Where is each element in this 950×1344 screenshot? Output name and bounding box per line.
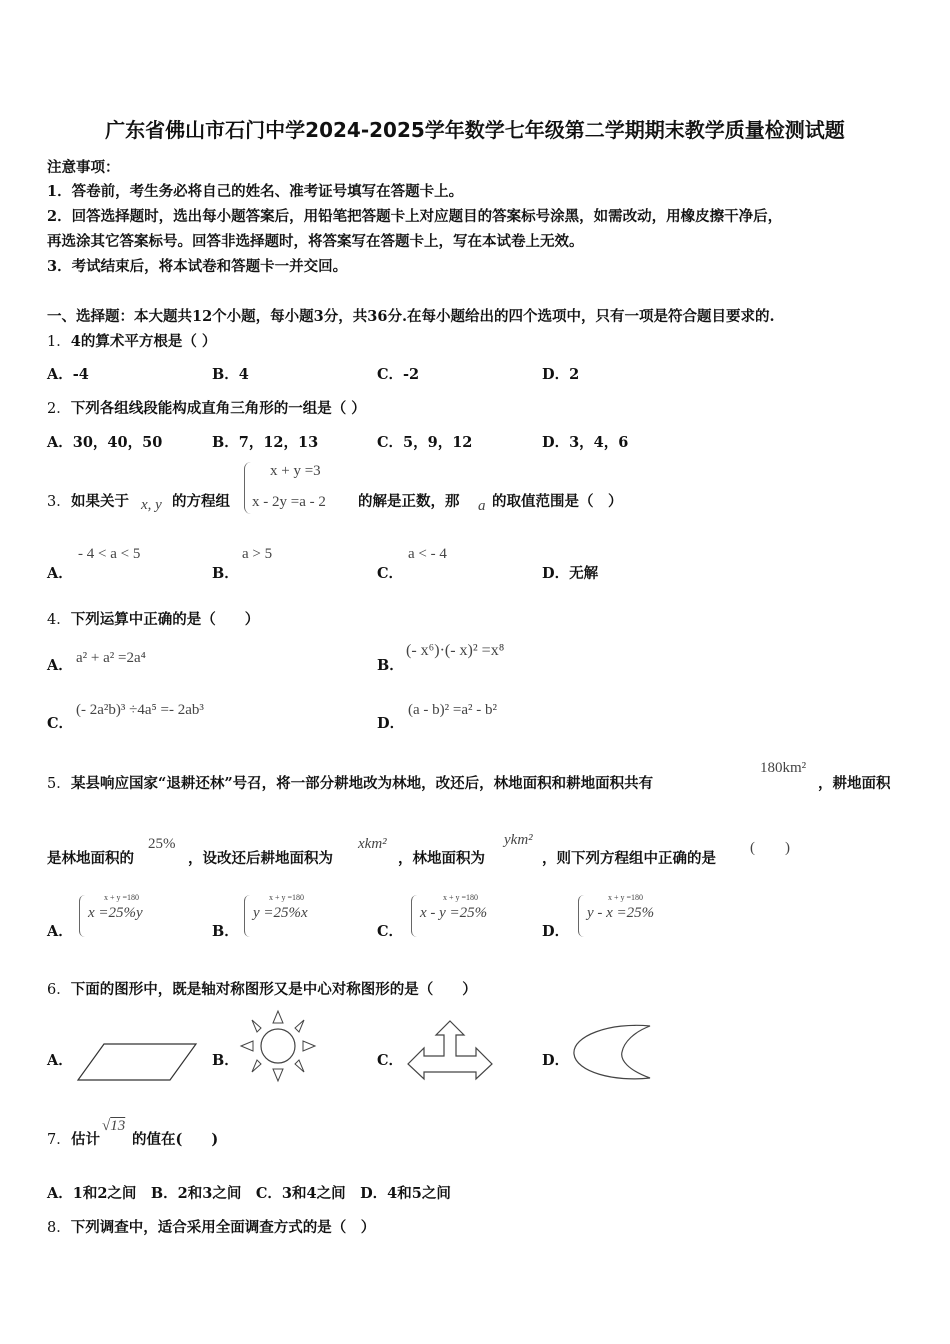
q5-option-c-expr: x - y =25% <box>420 905 488 921</box>
q4-option-c[interactable]: C． <box>47 715 74 732</box>
q6-option-b[interactable]: B． <box>212 1052 239 1069</box>
q2-option-a[interactable]: A．30，40，50 <box>47 434 163 451</box>
question-stem: 下列运算中正确的是（ ） <box>70 611 260 628</box>
q3-option-d[interactable]: D．无解 <box>542 565 599 582</box>
system-brace <box>578 895 584 937</box>
question-number: 1． <box>47 334 71 350</box>
q3-equation-2: x - 2y =a - 2 <box>252 494 326 510</box>
q3-option-c-expr: a < - 4 <box>408 546 447 562</box>
question-number: 5． <box>47 776 71 792</box>
q5-total: 180km² <box>760 760 807 776</box>
question-4 <box>47 608 259 629</box>
section-heading: 一、选择题：本大题共12个小题，每小题3分，共36分.在每小题给出的四个选项中，只有一项是符合题目要求的. <box>47 308 775 325</box>
q5-option-d[interactable]: D． <box>542 923 570 940</box>
system-brace <box>411 895 417 937</box>
q4-option-b-expr: (- x⁶)·(- x)² =x⁸ <box>406 642 505 659</box>
page-title: 广东省佛山市石门中学2024-2025学年数学七年级第二学期期末教学质量检测试题 <box>105 118 845 142</box>
q4-option-d[interactable]: D． <box>377 715 405 732</box>
question-6 <box>47 978 477 999</box>
q3-option-c[interactable]: C． <box>377 565 404 582</box>
q5-paren: ( ) <box>750 840 790 856</box>
q5-option-c[interactable]: C． <box>377 923 404 940</box>
q3-option-b[interactable]: B． <box>212 565 239 582</box>
q4-option-a[interactable]: A． <box>47 657 73 674</box>
q3-option-a[interactable]: A． <box>47 565 73 582</box>
q1-option-d[interactable]: D．2 <box>542 366 580 383</box>
q5-sum-eq: x + y =180 <box>443 893 479 902</box>
q3-option-b-expr: a > 5 <box>242 546 273 562</box>
q5-option-b-expr: y =25%x <box>253 905 308 921</box>
q3-equation-1: x + y =3 <box>270 463 321 479</box>
q5-sum-eq: x + y =180 <box>608 893 644 902</box>
question-stem: 下列各组线段能构成直角三角形的一组是（ ） <box>70 400 366 417</box>
q5-line-1-tail: ，耕地面积 <box>818 775 891 792</box>
q3-text-pre: 如果关于 <box>71 493 129 510</box>
q4-option-c-expr: (- 2a²b)³ ÷4a⁵ =- 2ab³ <box>76 702 204 718</box>
notice-item-3: 3．考试结束后，将本试卷和答题卡一并交回。 <box>47 258 348 275</box>
q7-options[interactable]: A．1和2之间 B．2和3之间 C．3和4之间 D．4和5之间 <box>47 1185 451 1202</box>
system-brace <box>244 895 250 937</box>
q7-text-post: 的值在( ) <box>132 1131 219 1148</box>
q1-option-a[interactable]: A．-4 <box>47 366 89 383</box>
q5-sum-eq: x + y =180 <box>104 893 140 902</box>
q5-line-2d: ，则下列方程组中正确的是 <box>542 850 716 867</box>
notice-item-2b: 再选涂其它答案标号。回答非选择题时，将答案写在答题卡上，写在本试卷上无效。 <box>47 233 584 250</box>
question-number: 8． <box>47 1220 71 1236</box>
q5-line-2b: ，设改还后耕地面积为 <box>188 850 333 867</box>
q1-option-c[interactable]: C．-2 <box>377 366 420 383</box>
q5-line-2c: ，林地面积为 <box>398 850 485 867</box>
parallelogram-figure <box>74 1040 200 1084</box>
q3-vars: x, y <box>141 497 162 513</box>
sqrt-13: √13 <box>102 1118 126 1134</box>
q3-text-mid: 的方程组 <box>172 493 230 510</box>
question-1 <box>47 330 216 351</box>
question-number: 4． <box>47 612 71 628</box>
q6-option-c[interactable]: C． <box>377 1052 404 1069</box>
q2-option-b[interactable]: B．7，12，13 <box>212 434 319 451</box>
q3-text-post: 的解是正数，那 <box>358 493 460 510</box>
q5-line-1: 某县响应国家“退耕还林”号召，将一部分耕地改为林地，改还后，林地面积和耕地面积共有 <box>71 775 654 792</box>
q3-var-a: a <box>478 498 486 514</box>
arrow-shape-figure <box>404 1018 496 1082</box>
question-2 <box>47 397 366 418</box>
question-number: 2． <box>47 401 71 417</box>
q2-option-c[interactable]: C．5，9，12 <box>377 434 473 451</box>
q3-option-a-expr: - 4 < a < 5 <box>78 546 141 562</box>
q5-option-a[interactable]: A． <box>47 923 73 940</box>
question-stem: 下面的图形中，既是轴对称图形又是中心对称图形的是（ ） <box>70 981 477 998</box>
crescent-figure <box>570 1022 656 1082</box>
q4-option-b[interactable]: B． <box>377 657 404 674</box>
question-stem: 下列调查中，适合采用全面调查方式的是（ ） <box>70 1219 376 1236</box>
q5-line-2a: 是林地面积的 <box>47 850 134 867</box>
question-number: 3． <box>47 494 71 510</box>
q2-option-d[interactable]: D．3，4，6 <box>542 434 629 451</box>
question-stem: 4的算术平方根是（ ） <box>70 333 217 350</box>
q3-text-end: 的取值范围是（ ） <box>492 493 623 510</box>
q4-option-a-expr: a² + a² =2a⁴ <box>76 650 146 666</box>
q5-x-area: xkm² <box>358 836 387 852</box>
q6-option-d[interactable]: D． <box>542 1052 570 1069</box>
sun-figure <box>238 1008 322 1084</box>
q5-sum-eq: x + y =180 <box>269 893 305 902</box>
q5-y-area: ykm² <box>504 832 533 848</box>
q7-text-pre: 估计 <box>71 1131 100 1148</box>
q5-option-a-expr: x =25%y <box>88 905 143 921</box>
q5-option-d-expr: y - x =25% <box>587 905 655 921</box>
system-brace <box>79 895 85 937</box>
q1-option-b[interactable]: B．4 <box>212 366 249 383</box>
q6-option-a[interactable]: A． <box>47 1052 73 1069</box>
question-number: 6． <box>47 982 71 998</box>
q5-option-b[interactable]: B． <box>212 923 239 940</box>
question-8 <box>47 1216 375 1237</box>
question-number: 7． <box>47 1132 71 1148</box>
system-brace <box>244 462 251 514</box>
q5-percent: 25% <box>148 836 176 852</box>
notice-item-1: 1．答卷前，考生务必将自己的姓名、准考证号填写在答题卡上。 <box>47 183 464 200</box>
notice-item-2a: 2．回答选择题时，选出每小题答案后，用铅笔把答题卡上对应题目的答案标号涂黑，如需改动，用橡皮擦干净后， <box>47 208 783 225</box>
q4-option-d-expr: (a - b)² =a² - b² <box>408 702 497 718</box>
radicand: 13 <box>110 1118 126 1134</box>
notice-heading: 注意事项： <box>47 159 120 176</box>
